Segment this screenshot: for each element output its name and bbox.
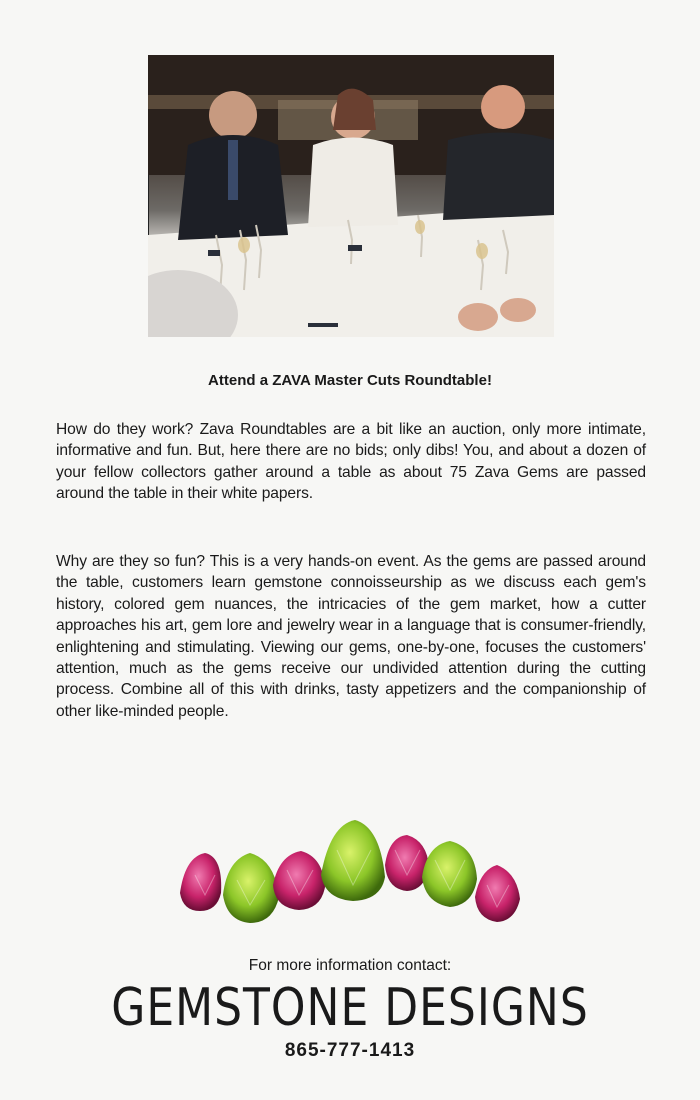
contact-label: For more information contact: <box>248 957 452 974</box>
paragraph-why-fun: Why are they so fun? This is a very hands-on event. As the gems are passed around the table, customers learn gemstone connoisseurship as we discuss each gem's history, colored gem nuances, the intricacies of the gem market, how a cutter approaches his art, gem lore and jewelry wear in a language that is consumer-friendly, enlightening and stimulating. Viewing our gems, one-by-one, focuses the customers' attention, much as the gems receive our undivided attention during the cutting process. Combine all of this with drinks, tasty appetizers and the companionship of other like-minded people. <box>56 553 646 720</box>
section-heading: Attend a ZAVA Master Cuts Roundtable! <box>208 372 492 389</box>
roundtable-photo <box>148 55 554 337</box>
paragraph-how-it-works: How do they work? Zava Roundtables are a bit like an auction, only more intimate, informative and fun. But, here there are no bids; only dibs! You, and about a dozen of your fellow collectors gather around a table as about 75 Zava Gems are passed around the table in their white papers. <box>56 421 646 503</box>
phone-number: 865-777-1413 <box>284 1040 416 1061</box>
gemstones-image <box>175 815 525 930</box>
brand-logo-text: GEMSTONE DESIGNS <box>111 978 589 1039</box>
